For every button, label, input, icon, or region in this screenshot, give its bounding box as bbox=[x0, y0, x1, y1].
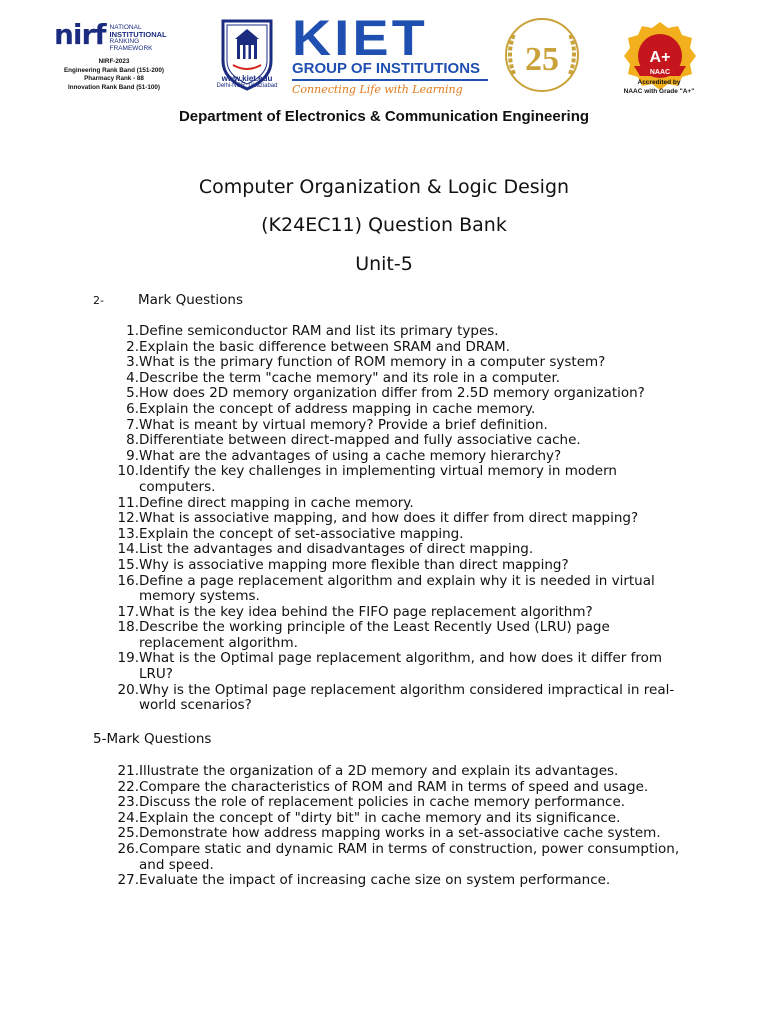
question-item bbox=[93, 764, 693, 780]
question-text: What is the Optimal page replacement algorithm, and how does it differ from LRU? bbox=[139, 650, 663, 683]
question-number: 3. bbox=[126, 354, 139, 371]
svg-text:NAAC: NAAC bbox=[649, 69, 671, 76]
question-item bbox=[93, 418, 693, 434]
naac-accreditation-text: Accredited by NAAC with Grade "A+" bbox=[623, 79, 695, 95]
question-number: 18. bbox=[117, 619, 139, 636]
question-item bbox=[93, 386, 693, 402]
question-number: 12. bbox=[117, 510, 139, 527]
question-text: Define a page replacement algorithm and explain why it is needed in virtual memory systems. bbox=[139, 572, 655, 605]
nirf-logo bbox=[54, 20, 184, 92]
question-number: 19. bbox=[117, 650, 139, 667]
question-text: Illustrate the organization of a 2D memory and explain its advantages. bbox=[139, 763, 619, 779]
question-item bbox=[93, 795, 693, 811]
letterhead bbox=[0, 0, 768, 105]
kiet-divider bbox=[292, 79, 488, 81]
question-item bbox=[93, 402, 693, 418]
question-text: Demonstrate how address mapping works in a set-associative cache system. bbox=[139, 825, 661, 842]
question-item bbox=[93, 780, 693, 796]
two-mark-heading bbox=[93, 292, 243, 308]
question-text: Differentiate between direct-mapped and fully associative cache. bbox=[139, 432, 581, 449]
nirf-rank-text: NIRF-2023 Engineering Rank Band (151-200) Pharmacy Rank - 88 Innovation Rank Band (51-100) bbox=[63, 58, 165, 91]
question-number: 24. bbox=[117, 809, 139, 826]
question-item bbox=[93, 449, 693, 465]
course-title: Computer Organization & Logic Design bbox=[198, 176, 570, 198]
question-text: What is associative mapping, and how does it differ from direct mapping? bbox=[139, 510, 639, 527]
question-number: 1. bbox=[126, 323, 139, 339]
question-item bbox=[93, 355, 693, 371]
unit-title: Unit-5 bbox=[355, 253, 413, 275]
question-text: Describe the working principle of the Least Recently Used (LRU) page replacement algorithm. bbox=[139, 619, 610, 651]
question-item bbox=[93, 842, 693, 873]
question-number: 6. bbox=[126, 400, 139, 417]
question-item bbox=[93, 371, 693, 387]
question-number: 16. bbox=[117, 572, 139, 589]
question-text: Explain the basic difference between SRAM and DRAM. bbox=[139, 338, 510, 355]
question-text: Evaluate the impact of increasing cache size on system performance. bbox=[139, 872, 611, 889]
two-mark-label: Mark Questions bbox=[138, 292, 243, 308]
two-mark-question-list bbox=[93, 324, 693, 714]
five-mark-question-list bbox=[93, 764, 693, 889]
question-number: 15. bbox=[117, 556, 139, 573]
question-item bbox=[93, 433, 693, 449]
question-number: 25. bbox=[117, 825, 139, 842]
question-item bbox=[93, 605, 693, 621]
question-item bbox=[93, 496, 693, 512]
question-text: Explain the concept of "dirty bit" in cache memory and its significance. bbox=[139, 809, 621, 826]
kiet-tagline: Connecting Life with Learning bbox=[292, 83, 463, 96]
kiet-wordmark: KIET bbox=[292, 10, 428, 66]
question-number: 22. bbox=[117, 778, 139, 795]
question-text: Discuss the role of replacement policies in cache memory performance. bbox=[139, 794, 626, 811]
two-mark-number: 2- bbox=[93, 294, 104, 307]
question-number: 17. bbox=[117, 603, 139, 620]
question-number: 5. bbox=[126, 385, 139, 402]
question-number: 8. bbox=[126, 432, 139, 449]
question-number: 7. bbox=[126, 416, 139, 433]
question-item bbox=[93, 620, 693, 651]
course-code-title: (K24EC11) Question Bank bbox=[261, 214, 507, 236]
anniversary-25-emblem-icon bbox=[496, 14, 588, 96]
question-item bbox=[93, 511, 693, 527]
question-number: 9. bbox=[126, 447, 139, 464]
question-text: How does 2D memory organization differ from 2.5D memory organization? bbox=[139, 385, 645, 402]
question-text: Define direct mapping in cache memory. bbox=[139, 494, 414, 511]
question-item bbox=[93, 651, 693, 682]
question-number: 27. bbox=[117, 872, 139, 889]
question-item bbox=[93, 464, 693, 495]
question-text: What is meant by virtual memory? Provide a brief definition. bbox=[139, 416, 548, 433]
svg-text:25: 25 bbox=[525, 41, 559, 78]
question-item bbox=[93, 811, 693, 827]
question-text: Describe the term "cache memory" and its role in a computer. bbox=[139, 369, 561, 386]
kiet-logo bbox=[292, 10, 488, 96]
question-item bbox=[93, 683, 693, 714]
question-item bbox=[93, 542, 693, 558]
question-item bbox=[93, 873, 693, 889]
question-number: 26. bbox=[117, 840, 139, 857]
question-text: Explain the concept of address mapping in cache memory. bbox=[139, 400, 536, 417]
kiet-group-label: GROUP OF INSTITUTIONS bbox=[292, 60, 481, 77]
question-number: 14. bbox=[117, 541, 139, 558]
question-text: List the advantages and disadvantages of direct mapping. bbox=[139, 541, 534, 558]
question-text: Explain the concept of set-associative mapping. bbox=[139, 525, 464, 542]
question-number: 2. bbox=[126, 338, 139, 355]
svg-text:A+: A+ bbox=[649, 49, 671, 66]
question-item bbox=[93, 324, 693, 340]
nirf-side-text: NATIONAL INSTITUTIONAL RANKING FRAMEWORK bbox=[109, 24, 167, 52]
question-text: What are the advantages of using a cache memory hierarchy? bbox=[139, 447, 562, 464]
department-heading: Department of Electronics & Communication Engineering bbox=[178, 108, 590, 125]
question-item bbox=[93, 527, 693, 543]
nirf-wordmark: nirf bbox=[54, 18, 106, 51]
question-number: 10. bbox=[117, 463, 139, 480]
question-number: 21. bbox=[117, 763, 139, 779]
question-text: Compare the characteristics of ROM and RAM in terms of speed and usage. bbox=[139, 778, 649, 795]
question-number: 13. bbox=[117, 525, 139, 542]
question-text: Define semiconductor RAM and list its primary types. bbox=[139, 323, 499, 339]
question-text: Why is the Optimal page replacement algorithm considered impractical in real-world scenarios? bbox=[139, 681, 675, 714]
question-item bbox=[93, 340, 693, 356]
question-number: 4. bbox=[126, 369, 139, 386]
question-number: 20. bbox=[117, 681, 139, 698]
question-text: Why is associative mapping more flexible than direct mapping? bbox=[139, 556, 569, 573]
kiet-url: www.kiet.edu Delhi-NCR, Ghaziabad bbox=[216, 74, 278, 89]
five-mark-heading: 5-Mark Questions bbox=[93, 731, 212, 747]
question-number: 11. bbox=[117, 494, 139, 511]
question-text: What is the key idea behind the FIFO page replacement algorithm? bbox=[139, 603, 593, 620]
question-number: 23. bbox=[117, 794, 139, 811]
question-item bbox=[93, 826, 693, 842]
question-item bbox=[93, 558, 693, 574]
question-text: Identify the key challenges in implementing virtual memory in modern computers. bbox=[139, 463, 617, 495]
question-text: What is the primary function of ROM memory in a computer system? bbox=[139, 354, 606, 371]
question-item bbox=[93, 574, 693, 605]
question-text: Compare static and dynamic RAM in terms of construction, power consumption, and speed. bbox=[139, 840, 680, 873]
